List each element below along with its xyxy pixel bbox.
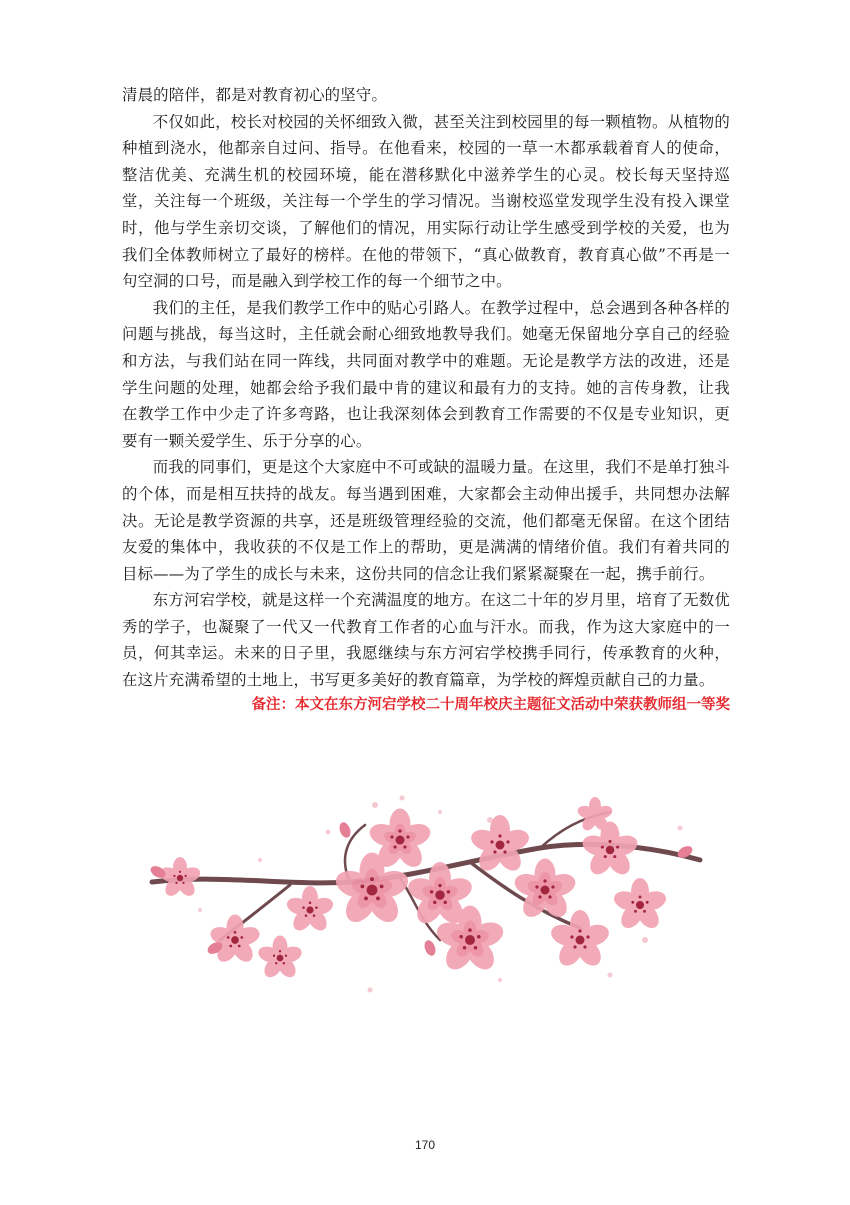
paragraph: 我们的主任，是我们教学工作中的贴心引路人。在教学过程中，总会遇到各种各样的问题与挑战，每当这时，主任就会耐心细致地教导我们。她毫无保留地分享自己的经验和方法，与我们站在同一阵线，共同面对教学中的难题。无论是教学方法的改进，还是学生问题的处理，她都会给予我们最中肯的建议和最有力的支持。她的言传身教，让我在教学工作中少走了许多弯路，也让我深刻体会到教育工作需要的不仅是专业知识，更要有一颗关爱学生、乐于分享的心。 [122,298,730,450]
paragraph: 不仅如此，校长对校园的关怀细致入微，甚至关注到校园里的每一颗植物。从植物的种植到浇水，他都亲自过问、指导。在他看来，校园的一草一木都承载着育人的使命，整洁优美、充满生机的校园环境，能在潜移默化中滋养学生的心灵。校长每天坚持巡堂，关注每一个班级，关注每一个学生的学习情况。当谢校巡堂发现学生没有投入课堂时，他与学生亲切交谈，了解他们的情况，用实际行动让学生感受到学校的关爱，也为我们全体教师树立了最好的榜样。在他的带领下，“真心做教育，教育真心做”不再是一句空洞的口号，而是融入到学校工作的每一个细节之中。 [122,112,730,291]
cherry-blossom-branch-icon [140,790,710,1005]
paragraph: 清晨的陪伴，都是对教育初心的坚守。 [122,86,388,104]
paragraph: 而我的同事们，更是这个大家庭中不可或缺的温暖力量。在这里，我们不是单打独斗的个体，而是相互扶持的战友。每当遇到困难，大家都会主动伸出援手，共同想办法解决。无论是教学资源的共享，还是班级管理经验的交流，他们都毫无保留。在这个团结友爱的集体中，我收获的不仅是工作上的帮助，更是满满的情绪价值。我们有着共同的目标——为了学生的成长与未来，这份共同的信念让我们紧紧凝聚在一起，携手前行。 [122,458,730,583]
paragraph: 东方河宕学校，就是这样一个充满温度的地方。在这二十年的岁月里，培育了无数优秀的学子，也凝聚了一代又一代教育工作者的心血与汗水。而我，作为这大家庭中的一员，何其幸运。未来的日子里，我愿继续与东方河宕学校携手同行，传承教育的火种，在这片充满希望的土地上，书写更多美好的教育篇章，为学校的辉煌贡献自己的力量。 [122,591,730,690]
award-note: 备注：本文在东方河宕学校二十周年校庆主题征文活动中荣获教师组一等奖 [251,697,730,713]
body-text [122,82,730,694]
page-number: 170 [414,1138,436,1152]
